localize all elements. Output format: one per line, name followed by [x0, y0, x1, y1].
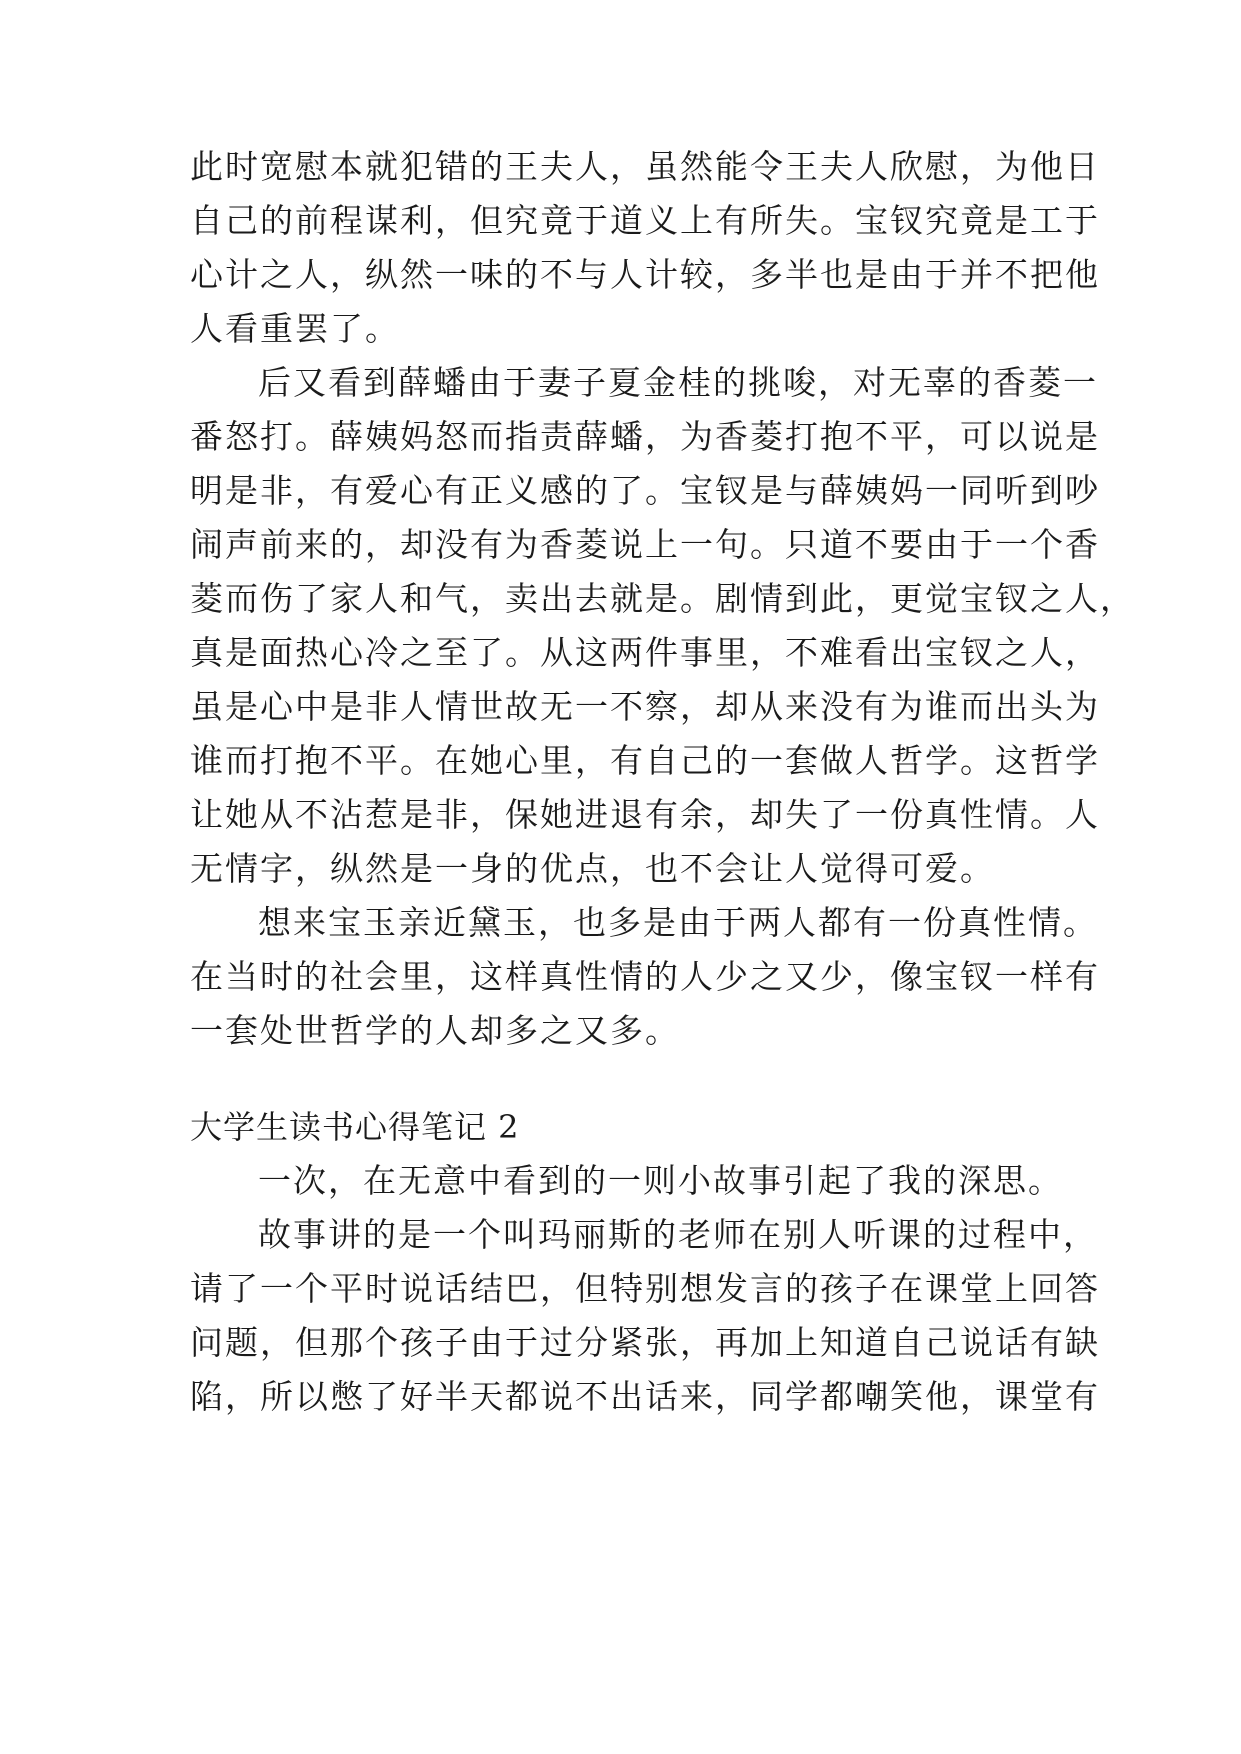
text-line: 番怒打。薛姨妈怒而指责薛蟠，为香菱打抱不平，可以说是 [190, 417, 1100, 456]
text-line: 谁而打抱不平。在她心里，有自己的一套做人哲学。这哲学 [190, 741, 1100, 780]
text-line: 人看重罢了。 [190, 309, 400, 348]
text-line: 虽是心中是非人情世故无一不察，却从来没有为谁而出头为 [190, 687, 1100, 726]
text-line: 明是非，有爱心有正义感的了。宝钗是与薛姨妈一同听到吵 [190, 471, 1100, 510]
text-line: 想来宝玉亲近黛玉，也多是由于两人都有一份真性情。 [258, 903, 1098, 942]
text-line: 菱而伤了家人和气，卖出去就是。剧情到此，更觉宝钗之人， [190, 579, 1135, 618]
text-line: 自己的前程谋利，但究竟于道义上有所失。宝钗究竟是工于 [190, 201, 1100, 240]
text-line: 一次，在无意中看到的一则小故事引起了我的深思。 [258, 1161, 1063, 1200]
section-heading: 大学生读书心得笔记 2 [190, 1108, 520, 1146]
text-line: 让她从不沾惹是非，保她进退有余，却失了一份真性情。人 [190, 795, 1100, 834]
text-line: 问题，但那个孩子由于过分紧张，再加上知道自己说话有缺 [190, 1323, 1100, 1362]
text-line: 此时宽慰本就犯错的王夫人，虽然能令王夫人欣慰，为他日 [190, 147, 1100, 186]
text-line: 故事讲的是一个叫玛丽斯的老师在别人听课的过程中， [258, 1215, 1098, 1254]
text-line: 心计之人，纵然一味的不与人计较，多半也是由于并不把他 [190, 255, 1100, 294]
text-line: 无情字，纵然是一身的优点，也不会让人觉得可爱。 [190, 849, 995, 888]
text-line: 一套处世哲学的人却多之又多。 [190, 1011, 680, 1050]
text-line: 在当时的社会里，这样真性情的人少之又少，像宝钗一样有 [190, 957, 1100, 996]
text-line: 闹声前来的，却没有为香菱说上一句。只道不要由于一个香 [190, 525, 1100, 564]
text-line: 后又看到薛蟠由于妻子夏金桂的挑唆，对无辜的香菱一 [258, 363, 1098, 402]
text-line: 陷，所以憋了好半天都说不出话来，同学都嘲笑他，课堂有 [190, 1377, 1100, 1416]
text-line: 请了一个平时说话结巴，但特别想发言的孩子在课堂上回答 [190, 1269, 1100, 1308]
text-line: 真是面热心冷之至了。从这两件事里，不难看出宝钗之人， [190, 633, 1100, 672]
